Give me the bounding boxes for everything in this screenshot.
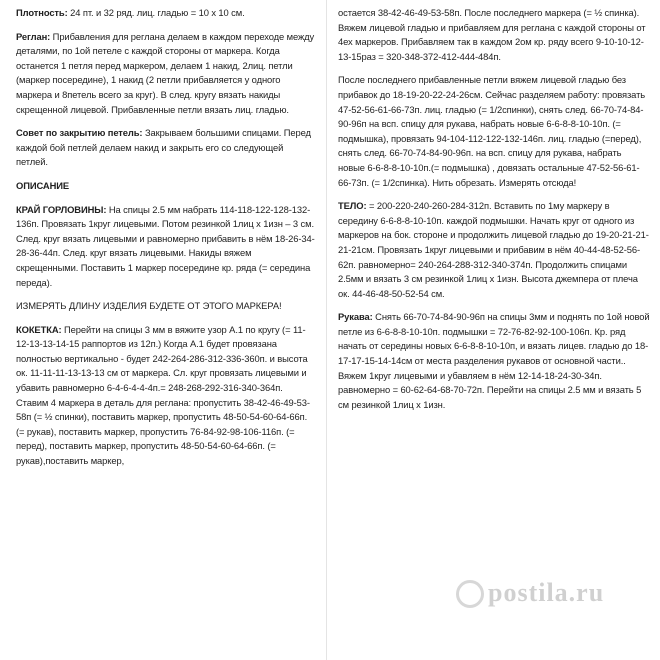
yoke-label: КОКЕТКА: — [16, 323, 62, 335]
density-label: Плотность: — [16, 7, 68, 18]
measure-note: ИЗМЕРЯТЬ ДЛИНУ ИЗДЕЛИЯ БУДЕТЕ ОТ ЭТОГО МАРКЕРА! — [16, 300, 282, 312]
sleeves-paragraph — [338, 310, 650, 412]
raglan-continuation: остается 38-42-46-49-53-58п. После последнего маркера (= ½ спинка). Вяжем лицевой гладью и прибавляем для реглана с каждой стороны от 4ех маркеров. Прибавляем так в каждом 2ом кр. ряду всего 9-10-10-12-13-15раз = 320-348-372-412-444-484п. — [338, 7, 646, 62]
density-text: 24 пт. и 32 ряд. лиц. гладью = 10 х 10 см. — [67, 7, 245, 18]
description-heading: ОПИСАНИЕ — [16, 179, 70, 191]
advice-paragraph — [16, 126, 316, 170]
advice-label: Совет по закрытию петель: — [16, 127, 143, 139]
body-text: = 200-220-240-260-284-312п. Вставить по 1му маркеру в середину 6-6-8-8-10-10п. каждой подмышки. Начать круг от одного из маркеров на бок. стороне и продолжить лицевой гладью до 19-20-21-21-21-21см. Провязать 1круг лицевыми и прибавим в нём 40-44-48-52-56-62п. равномерно= 240-264-288-312-340-374п. Продолжить спицами 2.5мм и вязать 3 см резинкой 1лиц х 1изн. Высота джемпера от плеча ок. 44-46-48-50-52-54 см. — [338, 200, 649, 299]
density-paragraph — [16, 6, 316, 21]
raglan-text: Прибавления для реглана делаем в каждом переходе между деталями, по 1ой петеле с каждой стороны от маркера. Когда останется 1 петля перед маркером, делаем 1 накид, 2лиц. петли (маркер посередине), 1 накид (2 петли прибавляется у одного маркера и 8петель всего за круг). В след. кругу вязать накиды скрещенной лицевой. Прибавленные петли вязать лиц. гладью. — [16, 30, 315, 115]
yoke-text: Перейти на спицы 3 мм в вяжите узор А.1 по кругу (= 11-12-13-13-14-15 раппортов из 12п.) Когда А.1 будет провязана полностью вертикально - будет 242-264-286-312-336-360п. и высота ок. 11-11-11-13-13-13 см от маркера. Сл. круг провязать лицевыми и убавить равномерно 6-4-6-4-4-4п.= 248-268-292-316-340-364п. Ставим 4 маркера в деталь для реглана: пропустить 38-42-46-49-53-58п (= ½ спинки), поставить маркер, пропустить 48-50-54-60-64-66п. (= рукав), поставить маркер, пропустить 76-84-92-98-106-116п. (= перед), поставить маркер, пропустить 48-50-54-60-64-66п. (= рукав),поставить маркер, — [16, 323, 310, 467]
sleeves-label: Рукава: — [338, 311, 373, 323]
body-label: ТЕЛО: — [338, 200, 367, 212]
advice-text: Закрываем большими спицами. Перед каждой бой петлей делаем накид и закрыть его со следующей петлей. — [16, 127, 311, 168]
watermark-logo-icon — [456, 580, 484, 608]
watermark: postila.ru — [488, 578, 605, 607]
right-column — [338, 6, 650, 421]
left-column — [16, 6, 316, 478]
neckline-label: КРАЙ ГОРЛОВИНЫ: — [16, 203, 107, 215]
column-divider — [326, 0, 327, 660]
division-paragraph: После последнего прибавленные петли вяжем лицевой гладью без прибавок до 18-19-20-22-24-26см. Сейчас разделяем работу: провязать 47-52-56-61-66-73п. лиц. гладью (= 1/2спинки), снять след. 66-70-74-84-90-96п на всп. спицу для рукава, набрать новые 6-6-8-8-10-10п. (= подмышка), провязать 94-104-112-122-132-146п. лиц. гладью (=перед), снять след. 66-70-74-84-90-96п. на всп. спицу для рукава, набрать новые 6-6-8-8-10-10п.(= подмышка) , довязать остальные 47-52-56-61-66-73п. (= 1/2спинка). Нить обрезать. Измерять отсюда! — [338, 74, 646, 188]
raglan-label: Реглан: — [16, 30, 51, 42]
neckline-paragraph — [16, 203, 316, 291]
sleeves-text: Снять 66-70-74-84-90-96п на спицы 3мм и поднять по 1ой новой петле из 6-6-8-8-10-10п. подмышки = 72-76-82-92-100-106п. Кр. ряд начать от середины новых 6-6-8-8-10-10п, и вязать лицев. гладью до 18-17-17-15-14-14см от места разделения рукавов от основной части.. Вяжем 1круг лицевыми и убавляем в нём 12-14-18-24-30-34п. равномерно = 60-62-64-68-70-72п. Перейти на спицы 2.5 мм и вязать 5 см резинкой 1лиц х 1изн. — [338, 311, 650, 410]
neckline-text: На спицы 2.5 мм набрать 114-118-122-128-132-136п. Провязать 1круг лицевыми. Потом резинкой 1лиц х 1изн – 3 см. След. круг вязать лицевыми и равномерно прибавить в нём 18-26-34-28-36-44п. След. круг вязать лицевыми. Накиды вяжем скрещенными. Поставить 1 маркер посередине кр. ряда (= середина переда). — [16, 203, 315, 288]
body-paragraph — [338, 199, 650, 301]
yoke-paragraph — [16, 323, 316, 469]
raglan-paragraph — [16, 30, 316, 118]
